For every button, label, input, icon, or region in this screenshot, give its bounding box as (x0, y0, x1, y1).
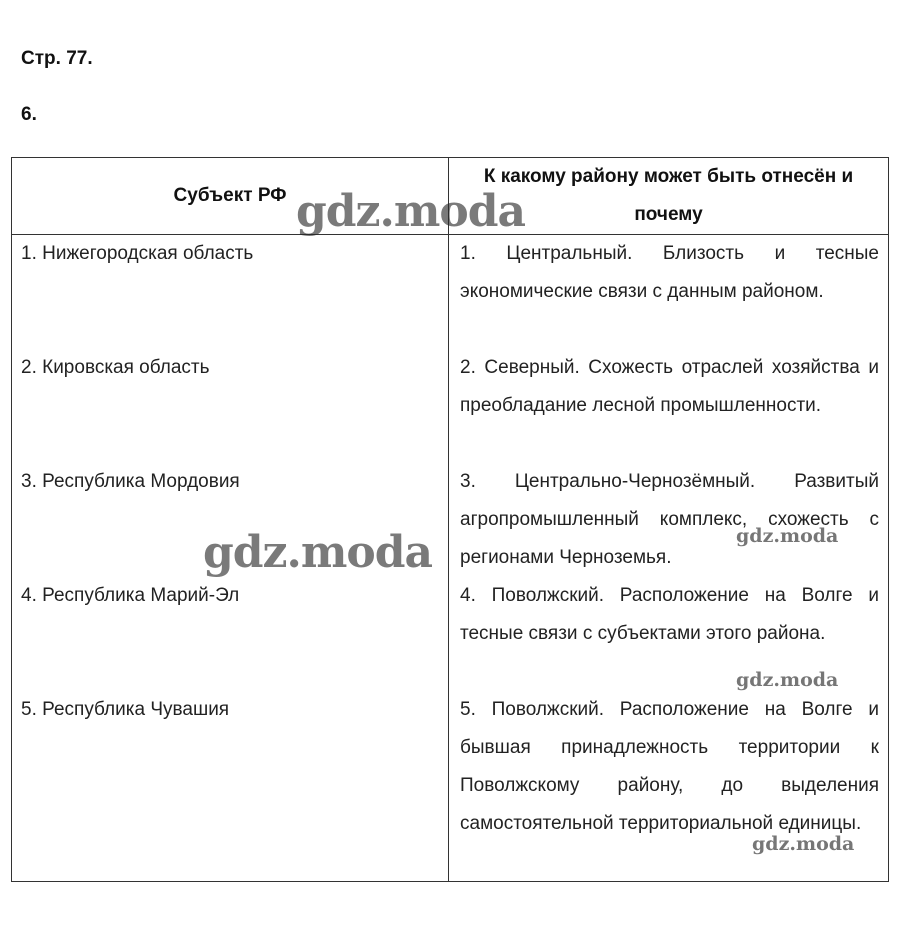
answer-cells (449, 235, 889, 882)
subject-4: 4. Республика Марий-Эл (21, 585, 240, 606)
answer-table (11, 157, 889, 882)
answer-4: 4. Поволжский. Расположение на Волге и тесные связи с субъектами этого района. (460, 585, 879, 644)
answer-2: 2. Северный. Схожесть отраслей хозяйства и преобладание лесной промышленности. (460, 357, 879, 416)
watermark-large: gdz.moda (296, 186, 526, 237)
answer-1: 1. Центральный. Близость и тесные экономические связи с данным районом. (460, 243, 879, 302)
watermark-large: gdz.moda (203, 527, 433, 578)
header-district: К какому району может быть отнесён и почему (449, 158, 889, 235)
subject-3: 3. Республика Мордовия (21, 471, 240, 492)
subject-5: 5. Республика Чувашия (21, 699, 230, 720)
table-header-row (12, 158, 889, 235)
task-number: 6. (21, 104, 37, 125)
header-subject: Субъект РФ (12, 158, 449, 235)
subject-2: 2. Кировская область (21, 357, 210, 378)
watermark-small: gdz.moda (736, 525, 839, 547)
answer-5: 5. Поволжский. Расположение на Волге и бывшая принадлежность территории к Поволжскому району, до выделения самостоятельной территориальной единицы. (460, 699, 879, 834)
watermark-small: gdz.moda (736, 669, 839, 691)
page-reference: Стр. 77. (21, 48, 93, 69)
watermark-small: gdz.moda (752, 833, 855, 855)
subject-cells (12, 235, 449, 882)
subject-1: 1. Нижегородская область (21, 243, 254, 264)
answer-3: 3. Центрально-Чернозёмный. Развитый агропромышленный комплекс, схожесть с регионами Черноземья. (460, 471, 879, 568)
table-row (12, 235, 889, 882)
